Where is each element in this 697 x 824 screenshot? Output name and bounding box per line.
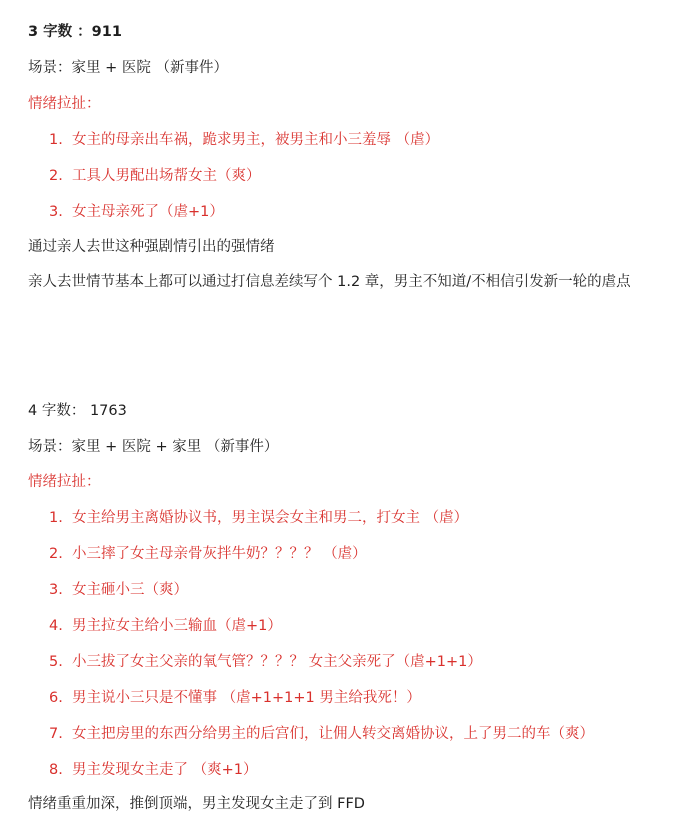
list-item bbox=[28, 651, 688, 673]
list-item bbox=[28, 201, 688, 223]
list-item bbox=[28, 129, 688, 151]
list-item-text: 小三拔了女主父亲的氧气管？？？？ 女主父亲死了（虐+1+1） bbox=[72, 654, 482, 670]
list-item-text: 男主拉女主给小三输血（虐+1） bbox=[72, 618, 282, 634]
section-chapter-4 bbox=[28, 400, 688, 812]
emotion-list bbox=[28, 129, 688, 223]
list-item-text: 小三摔了女主母亲骨灰拌牛奶？？？？ （虐） bbox=[72, 546, 367, 562]
list-item-text: 女主母亲死了（虐+1） bbox=[72, 204, 224, 220]
section-heading: 4 字数： 1763 bbox=[28, 403, 127, 419]
note-line: 亲人去世情节基本上都可以通过打信息差续写个 1.2 章，男主不知道/不相信引发新一轮的虐点 bbox=[28, 274, 631, 290]
list-item-number: 4. bbox=[49, 618, 63, 634]
list-item bbox=[28, 615, 688, 637]
list-item-number: 7. bbox=[49, 726, 63, 742]
list-item-number: 3. bbox=[49, 582, 63, 598]
list-item-text: 工具人男配出场帮女主（爽） bbox=[72, 168, 261, 184]
list-item-text: 女主把房里的东西分给男主的后宫们，让佣人转交离婚协议，上了男二的车（爽） bbox=[72, 726, 594, 742]
scene-line: 场景：家里 + 医院 + 家里 （新事件） bbox=[28, 439, 279, 455]
list-item-number: 1. bbox=[49, 132, 63, 148]
list-item-text: 女主砸小三（爽） bbox=[72, 582, 188, 598]
list-item-number: 2. bbox=[49, 546, 63, 562]
note-line: 通过亲人去世这种强剧情引出的强情绪 bbox=[28, 239, 275, 255]
list-item bbox=[28, 723, 688, 745]
list-item-number: 6. bbox=[49, 690, 63, 706]
scene-line: 场景：家里 + 医院 （新事件） bbox=[28, 60, 228, 76]
list-item-text: 男主发现女主走了 （爽+1） bbox=[72, 762, 258, 778]
list-item bbox=[28, 507, 688, 529]
list-item-number: 1. bbox=[49, 510, 63, 526]
list-item bbox=[28, 759, 688, 781]
section-heading: 3 字数 ：911 bbox=[28, 24, 122, 40]
list-item-text: 女主的母亲出车祸，跪求男主，被男主和小三羞辱 （虐） bbox=[72, 132, 440, 148]
list-item-number: 8. bbox=[49, 762, 63, 778]
list-item bbox=[28, 579, 688, 601]
emotion-label: 情绪拉扯： bbox=[28, 96, 101, 112]
list-item-number: 2. bbox=[49, 168, 63, 184]
section-chapter-3 bbox=[28, 21, 688, 290]
list-item-text: 女主给男主离婚协议书，男主误会女主和男二，打女主 （虐） bbox=[72, 510, 469, 526]
emotion-list bbox=[28, 507, 688, 781]
list-item bbox=[28, 165, 688, 187]
list-item-number: 3. bbox=[49, 204, 63, 220]
emotion-label: 情绪拉扯： bbox=[28, 474, 101, 490]
list-item-number: 5. bbox=[49, 654, 63, 670]
note-line: 情绪重重加深，推倒顶端，男主发现女主走了到 FFD bbox=[28, 796, 365, 812]
list-item-text: 男主说小三只是不懂事 （虐+1+1+1 男主给我死！） bbox=[72, 690, 421, 706]
list-item bbox=[28, 543, 688, 565]
list-item bbox=[28, 687, 688, 709]
